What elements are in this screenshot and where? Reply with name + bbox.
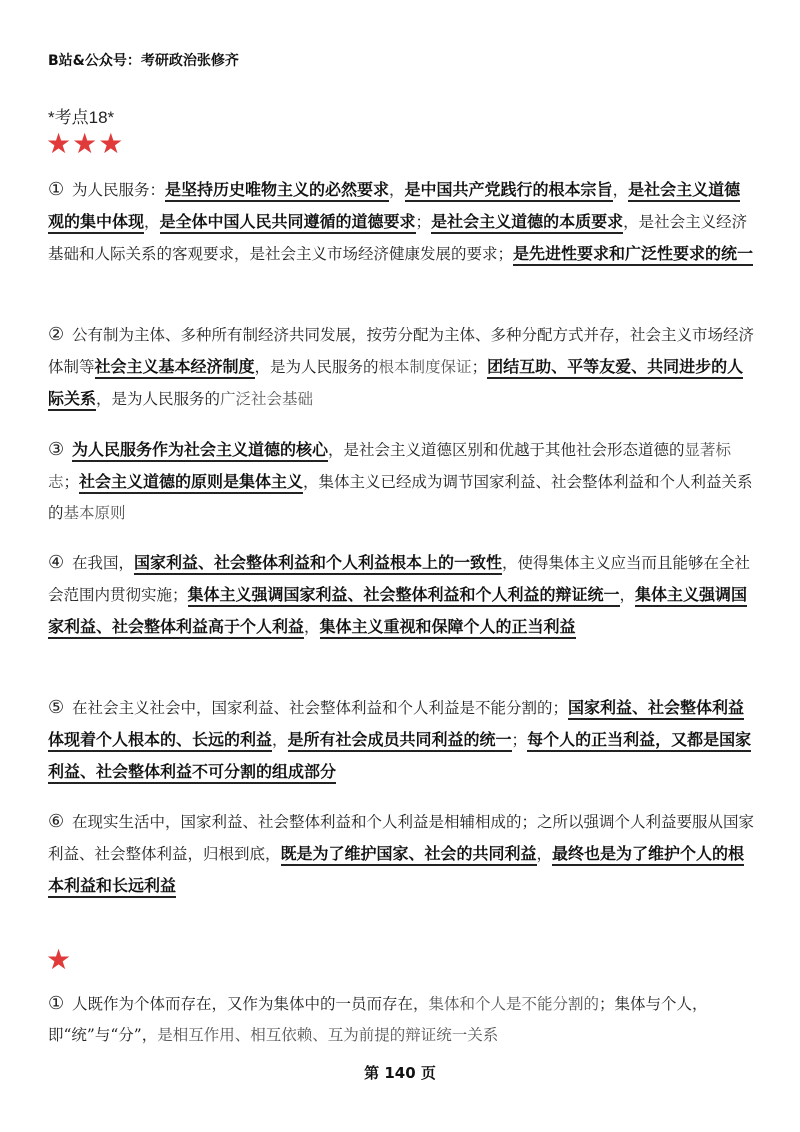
light-phrase: 广泛社会基础 bbox=[220, 390, 314, 408]
key-phrase: 既是为了维护国家、社会的共同利益 bbox=[281, 844, 537, 866]
item-number: ① bbox=[48, 993, 65, 1014]
item-number: ① bbox=[48, 179, 65, 200]
text: ， bbox=[389, 181, 405, 199]
point-6 bbox=[48, 806, 754, 902]
text: 在我国， bbox=[72, 554, 135, 572]
text: ， bbox=[536, 845, 553, 863]
light-phrase: 显著标志 bbox=[48, 441, 732, 491]
key-phrase: 国家利益、社会整体利益体现着个人根本的、长远的利益 bbox=[48, 698, 744, 752]
three-star-rating-icon: ★★★ bbox=[46, 127, 125, 160]
text: ；集体与个人，即“统”与“分”， bbox=[48, 995, 708, 1044]
light-phrase: 是相互作用、相互依赖、互为前提的辩证统一关系 bbox=[157, 1026, 499, 1044]
text: ； bbox=[415, 213, 432, 231]
item-number: ② bbox=[48, 324, 65, 345]
text: 在社会主义社会中，国家利益、社会整体利益和个人利益是不能分割的； bbox=[72, 699, 569, 717]
text: ，是为人民服务的 bbox=[96, 390, 221, 408]
point-3 bbox=[48, 434, 754, 529]
text: ，使得集体主义应当而且能够在全社会范围内贯彻实施； bbox=[48, 554, 751, 604]
page-number: 第 140 页 bbox=[364, 1064, 436, 1082]
key-phrase: 为人民服务作为社会主义道德的核心 bbox=[72, 440, 328, 462]
text: ； bbox=[511, 731, 528, 749]
key-phrase: 社会主义道德的原则是集体主义 bbox=[79, 472, 303, 494]
key-phrase: 每个人的正当利益，又都是国家利益、社会整体利益不可分割的组成部分 bbox=[48, 730, 751, 784]
text: 公有制为主体、多种所有制经济共同发展，按劳分配为主体、多种分配方式并存，社会主义市场经济体制等 bbox=[48, 326, 755, 376]
text: ， bbox=[272, 731, 288, 749]
key-phrase: 团结互助、平等友爱、共同进步的人际关系 bbox=[48, 357, 743, 411]
key-phrase: 集体主义重视和保障个人的正当利益 bbox=[320, 617, 576, 639]
item-number: ③ bbox=[48, 439, 65, 460]
key-phrase: 集体主义强调国家利益、社会整体利益高于个人利益 bbox=[48, 585, 747, 639]
text: ， bbox=[304, 618, 320, 636]
topic-label: *考点18* bbox=[48, 108, 115, 127]
text: 在现实生活中，国家利益、社会整体利益和个人利益是相辅相成的；之所以强调个人利益要服从国家利益、社会整体利益，归根到底， bbox=[48, 813, 755, 863]
item-number: ⑤ bbox=[48, 697, 65, 718]
text: ，是社会主义道德区别和优越于其他社会形态道德的 bbox=[328, 441, 685, 459]
text: ，是社会主义经济基础和人际关系的客观要求，是社会主义市场经济健康发展的要求； bbox=[48, 213, 748, 263]
light-phrase: 集体和个人是不能分割的 bbox=[428, 995, 600, 1013]
text: ， bbox=[612, 181, 629, 199]
text: ， bbox=[619, 586, 636, 604]
item-number: ④ bbox=[48, 552, 65, 573]
point-1 bbox=[48, 174, 754, 270]
one-star-rating-icon: ★ bbox=[46, 943, 72, 976]
key-phrase: 集体主义强调国家利益、社会整体利益和个人利益的辩证统一 bbox=[188, 585, 620, 607]
item-number: ⑥ bbox=[48, 811, 65, 832]
header-source: B站&公众号：考研政治张修齐 bbox=[48, 53, 239, 69]
key-phrase: 最终也是为了维护个人的根本利益和长远利益 bbox=[48, 844, 744, 898]
key-phrase: 是坚持历史唯物主义的必然要求 bbox=[165, 180, 389, 202]
text: ，集体主义已经成为调节国家利益、社会整体利益和个人利益关系的 bbox=[48, 473, 753, 522]
point-star-1 bbox=[48, 988, 754, 1051]
key-phrase: 是所有社会成员共同利益的统一 bbox=[288, 730, 512, 752]
key-phrase: 是社会主义道德观的集中体现 bbox=[48, 180, 740, 234]
key-phrase: 国家利益、社会整体利益和个人利益根本上的一致性 bbox=[134, 553, 502, 575]
text: 为人民服务： bbox=[72, 181, 166, 199]
light-phrase: 基本原则 bbox=[63, 504, 126, 522]
text: ； bbox=[63, 473, 80, 491]
text: ，是为人民服务的 bbox=[254, 358, 379, 376]
point-2 bbox=[48, 319, 754, 415]
point-4 bbox=[48, 547, 754, 643]
key-phrase: 社会主义基本经济制度 bbox=[95, 357, 255, 379]
key-phrase: 是社会主义道德的本质要求 bbox=[431, 212, 623, 234]
text: 人既作为个体而存在，又作为集体中的一员而存在， bbox=[72, 995, 429, 1013]
text: ； bbox=[471, 358, 488, 376]
point-5 bbox=[48, 692, 754, 788]
key-phrase: 是全体中国人民共同遵循的道德要求 bbox=[160, 212, 416, 234]
key-phrase: 是先进性要求和广泛性要求的统一 bbox=[513, 244, 753, 266]
key-phrase: 是中国共产党践行的根本宗旨 bbox=[405, 180, 613, 202]
text: ， bbox=[144, 213, 160, 231]
light-phrase: 根本制度保证 bbox=[378, 358, 472, 376]
